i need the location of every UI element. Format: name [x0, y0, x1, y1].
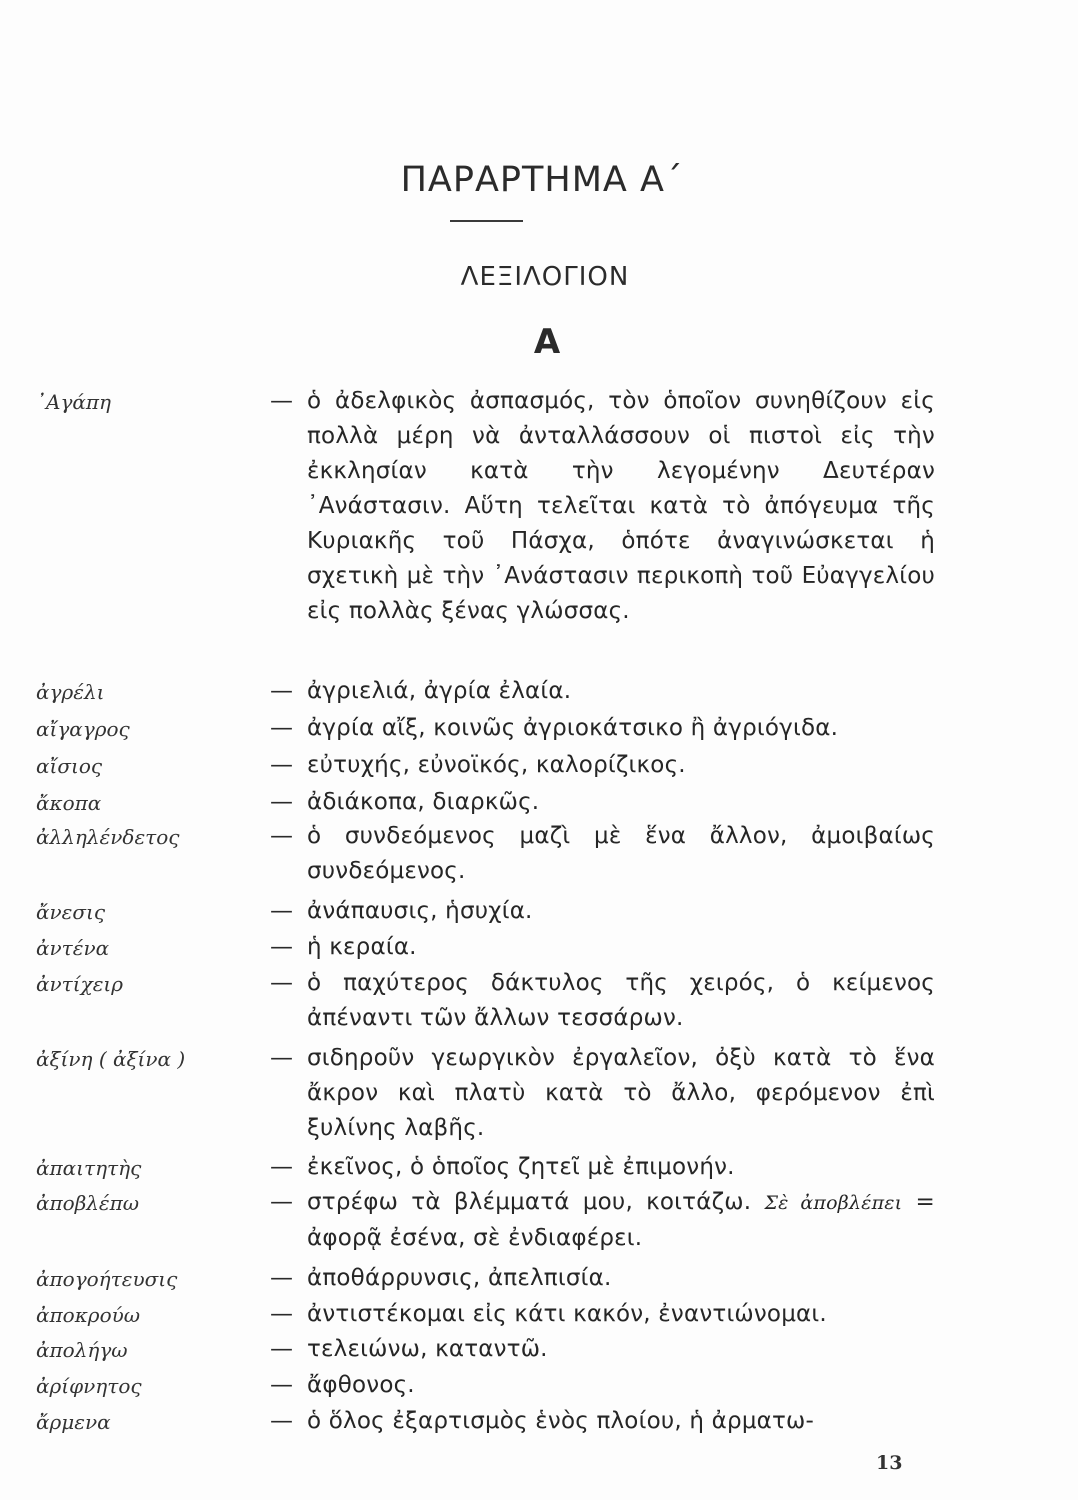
entry-term: ᾿Αγάπη: [36, 390, 112, 414]
entry-definition: ἐκεῖνος, ὁ ὁποῖος ζητεῖ μὲ ἐπιμονήν.: [307, 1154, 735, 1180]
entry-term: αἴγαγρος: [36, 717, 130, 741]
entry-term: ἀπογοήτευσις: [36, 1267, 178, 1291]
entry-dash: —: [270, 1372, 293, 1398]
entry-dash: —: [270, 1189, 293, 1215]
page-number: 13: [876, 1452, 903, 1474]
entry-term: ἀλληλένδετος: [36, 825, 180, 849]
entry-definition: ἡ κεραία.: [307, 934, 417, 960]
entry-term: ἄνεσις: [36, 900, 106, 924]
entry-definition-text: στρέφω τὰ βλέμματά μου, κοιτάζω.: [307, 1189, 752, 1215]
entry-term: ἀρίφνητος: [36, 1374, 142, 1398]
entry-definition-tail: = ἀφορᾷ ἐσένα, σὲ ἐνδιαφέρει.: [307, 1189, 936, 1251]
entry-dash: —: [270, 1408, 293, 1434]
entry-definition: ἀγριελιά, ἀγρία ἐλαία.: [307, 678, 572, 704]
entry-definition: ἀντιστέκομαι εἰς κάτι κακόν, ἐναντιώνομαι.: [307, 1301, 827, 1327]
entry-dash: —: [270, 823, 293, 849]
entry-definition: σιδηροῦν γεωργικὸν ἐργαλεῖον, ὀξὺ κατὰ τὸ ἕνα ἄκρον καὶ πλατὺ κατὰ τὸ ἄλλο, φερόμενον ἐπὶ ξυλίνης λαβῆς.: [307, 1045, 935, 1141]
entry-dash: —: [270, 1301, 293, 1327]
entry-definition: [307, 1185, 935, 1256]
entry-dash: —: [270, 1154, 293, 1180]
entry-definition: ἀδιάκοπα, διαρκῶς.: [307, 789, 540, 815]
entry-definition: ὁ συνδεόμενος μαζὶ μὲ ἕνα ἄλλον, ἀμοιβαίως συνδεόμενος.: [307, 823, 935, 884]
entry-term: ἀπαιτητὴς: [36, 1156, 142, 1180]
section-letter: Α: [533, 322, 561, 362]
entry-definition: εὐτυχής, εὐνοϊκός, καλορίζικος.: [307, 752, 686, 778]
entry-term: ἀποκρούω: [36, 1303, 141, 1327]
entry-definition: ἀποθάρρυνσις, ἀπελπισία.: [307, 1265, 612, 1291]
entry-dash: —: [270, 752, 293, 778]
entry-definition: ἀγρία αἴξ, κοινῶς ἀγριοκάτσικο ἢ ἀγριόγιδα.: [307, 715, 839, 741]
glossary-heading: ΛΕΞΙΛΟΓΙΟΝ: [460, 262, 630, 292]
entry-phrase: Σὲ ἀποβλέπει: [764, 1192, 903, 1214]
entry-dash: —: [270, 970, 293, 996]
entry-definition: ἀνάπαυσις, ἡσυχία.: [307, 898, 533, 924]
entry-term: ἀπολήγω: [36, 1338, 128, 1362]
entry-dash: —: [270, 789, 293, 815]
entry-dash: —: [270, 934, 293, 960]
entry-dash: —: [270, 678, 293, 704]
entry-term: ἀποβλέπω: [36, 1191, 140, 1215]
entry-definition: ὁ παχύτερος δάκτυλος τῆς χειρός, ὁ κείμενος ἀπέναντι τῶν ἄλλων τεσσάρων.: [307, 970, 935, 1031]
entry-term: ἀντένα: [36, 936, 110, 960]
entry-term: ἀγρέλι: [36, 680, 105, 704]
entry-definition: ὁ ὅλος ἐξαρτισμὸς ἑνὸς πλοίου, ἡ ἀρματω-: [307, 1408, 815, 1434]
entry-dash: —: [270, 388, 293, 414]
entry-dash: —: [270, 898, 293, 924]
entry-dash: —: [270, 1045, 293, 1071]
appendix-title: ΠΑΡΑΡΤΗΜΑ Α΄: [400, 160, 684, 200]
entry-term: ἀξίνη ( ἀξίνα ): [36, 1047, 186, 1071]
entry-definition: ὁ ἀδελφικὸς ἀσπασμός, τὸν ὁποῖον συνηθίζουν εἰς πολλὰ μέρη νὰ ἀνταλλάσσουν οἱ πιστοὶ εἰς τὴν ἐκκλησίαν κατὰ τὴν λεγομένην Δευτέραν ᾿Ανάστασιν. Αὕτη τελεῖται κατὰ τὸ ἀπόγευμα τῆς Κυριακῆς τοῦ Πάσχα, ὁπότε ἀναγινώσκεται ἡ σχετικὴ μὲ τὴν ᾿Ανάστασιν περικοπὴ τοῦ Εὐαγγελίου εἰς πολλὰς ξένας γλώσσας.: [307, 388, 935, 624]
entry-definition: ἄφθονος.: [307, 1372, 415, 1398]
entry-dash: —: [270, 715, 293, 741]
entry-dash: —: [270, 1336, 293, 1362]
entry-term: ἄρμενα: [36, 1410, 111, 1434]
entry-dash: —: [270, 1265, 293, 1291]
entry-term: ἀντίχειρ: [36, 972, 124, 996]
entry-term: ἄκοπα: [36, 791, 102, 815]
entry-term: αἴσιος: [36, 754, 103, 778]
entry-definition: τελειώνω, καταντῶ.: [307, 1336, 548, 1362]
